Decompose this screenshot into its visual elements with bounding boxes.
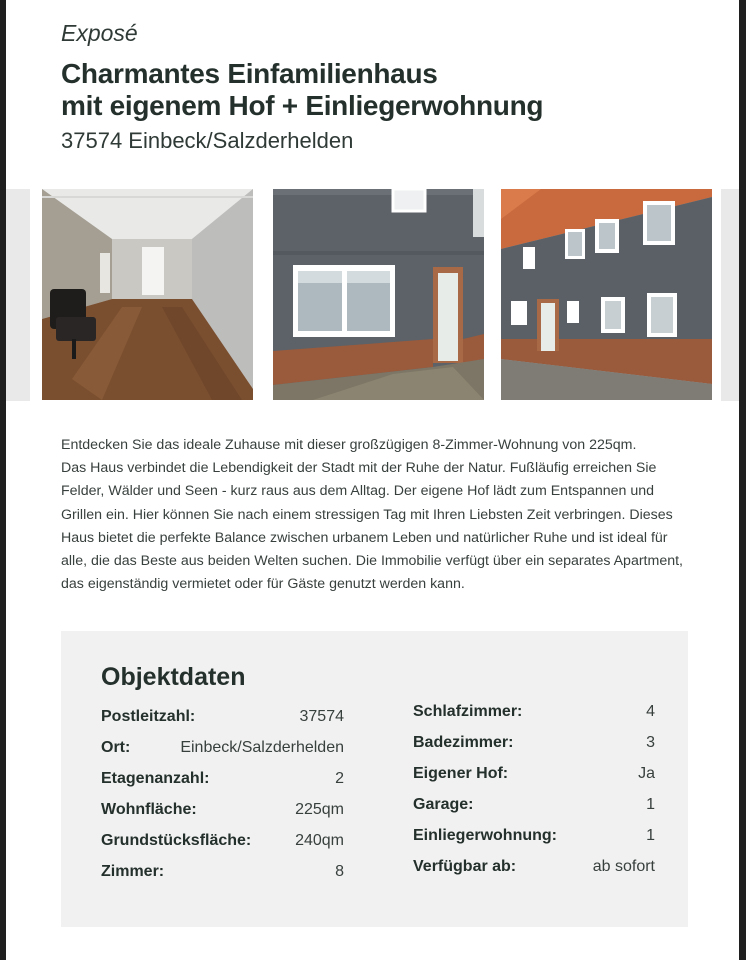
objektdaten-row-eigener-hof — [413, 765, 655, 796]
data-label: Etagenanzahl: — [101, 770, 210, 787]
data-label: Garage: — [413, 796, 474, 813]
listing-title-line-2: mit eigenem Hof + Einliegerwohnung — [61, 90, 544, 121]
data-value: 3 — [646, 734, 655, 751]
listing-title — [61, 58, 701, 122]
hallway-image — [42, 189, 253, 400]
objektdaten-row-grundstuecksflaeche — [101, 832, 344, 863]
listing-title-line-1: Charmantes Einfamilienhaus — [61, 58, 438, 89]
objektdaten-row-garage — [413, 796, 655, 827]
listing-location: 37574 Einbeck/Salzderhelden — [61, 128, 354, 153]
data-value: 225qm — [295, 801, 344, 818]
photo-facade-window[interactable] — [273, 189, 484, 400]
data-label: Zimmer: — [101, 863, 165, 880]
data-value: 240qm — [295, 832, 344, 849]
description-intro: Entdecken Sie das ideale Zuhause mit dieser großzügigen 8-Zimmer-Wohnung von 225qm. — [61, 437, 637, 453]
data-label: Badezimmer: — [413, 734, 514, 751]
expose-page — [6, 0, 739, 960]
data-value: 1 — [646, 796, 655, 813]
listing-description — [61, 434, 691, 596]
objektdaten-row-badezimmer — [413, 734, 655, 765]
data-value: 1 — [646, 827, 655, 844]
expose-label: Exposé — [61, 20, 138, 46]
photo-house-exterior[interactable] — [501, 189, 712, 400]
objektdaten-row-etagenanzahl — [101, 770, 344, 801]
data-label: Postleitzahl: — [101, 708, 196, 725]
objektdaten-row-postleitzahl — [101, 708, 344, 739]
data-label: Verfügbar ab: — [413, 858, 517, 875]
gallery-next-photo-peek[interactable] — [721, 189, 739, 401]
description-body: Das Haus verbindet die Lebendigkeit der Stadt mit der Ruhe der Natur. Fußläufig erreichen Sie Felder, Wälder und Seen - kurz raus aus dem Alltag. Der eigene Hof lädt zum Entspannen und Grillen ein. Hier können Sie nach einem stressigen Tag mit Ihren Liebsten Zeit verbringen. Dieses Haus bietet die perfekte Balance zwischen urbanem Leben und natürlicher Ruhe und ist ideal für alle, die das Beste aus beiden Welten suchen. Die Immobilie verfügt über ein separates Apartment, das eigenständig vermietet oder für Gäste genutzt werden kann. — [61, 460, 683, 593]
objektdaten-row-einliegerwohnung — [413, 827, 655, 858]
data-value: 8 — [335, 863, 344, 880]
data-value: 37574 — [299, 708, 344, 725]
data-label: Einliegerwohnung: — [413, 827, 557, 844]
objektdaten-section — [61, 631, 688, 927]
objektdaten-right-column — [413, 703, 655, 889]
gallery-previous-photo-peek[interactable] — [6, 189, 30, 401]
objektdaten-row-zimmer — [101, 863, 344, 894]
objektdaten-row-ort — [101, 739, 344, 770]
data-label: Grundstücksfläche: — [101, 832, 252, 849]
data-value: Ja — [638, 765, 655, 782]
data-value: Einbeck/Salzderhelden — [180, 739, 344, 756]
data-label: Eigener Hof: — [413, 765, 509, 782]
data-value: 2 — [335, 770, 344, 787]
data-label: Schlafzimmer: — [413, 703, 523, 720]
data-label: Ort: — [101, 739, 131, 756]
facade-window-image — [273, 189, 484, 400]
photo-hallway-interior[interactable] — [42, 189, 253, 400]
data-label: Wohnfläche: — [101, 801, 197, 818]
photo-gallery[interactable] — [6, 189, 739, 401]
house-exterior-image — [501, 189, 712, 400]
objektdaten-row-wohnflaeche — [101, 801, 344, 832]
data-value: 4 — [646, 703, 655, 720]
data-value: ab sofort — [592, 858, 655, 875]
objektdaten-left-column — [101, 708, 344, 894]
objektdaten-row-verfuegbar-ab — [413, 858, 655, 889]
objektdaten-heading: Objektdaten — [101, 663, 246, 691]
objektdaten-row-schlafzimmer — [413, 703, 655, 734]
